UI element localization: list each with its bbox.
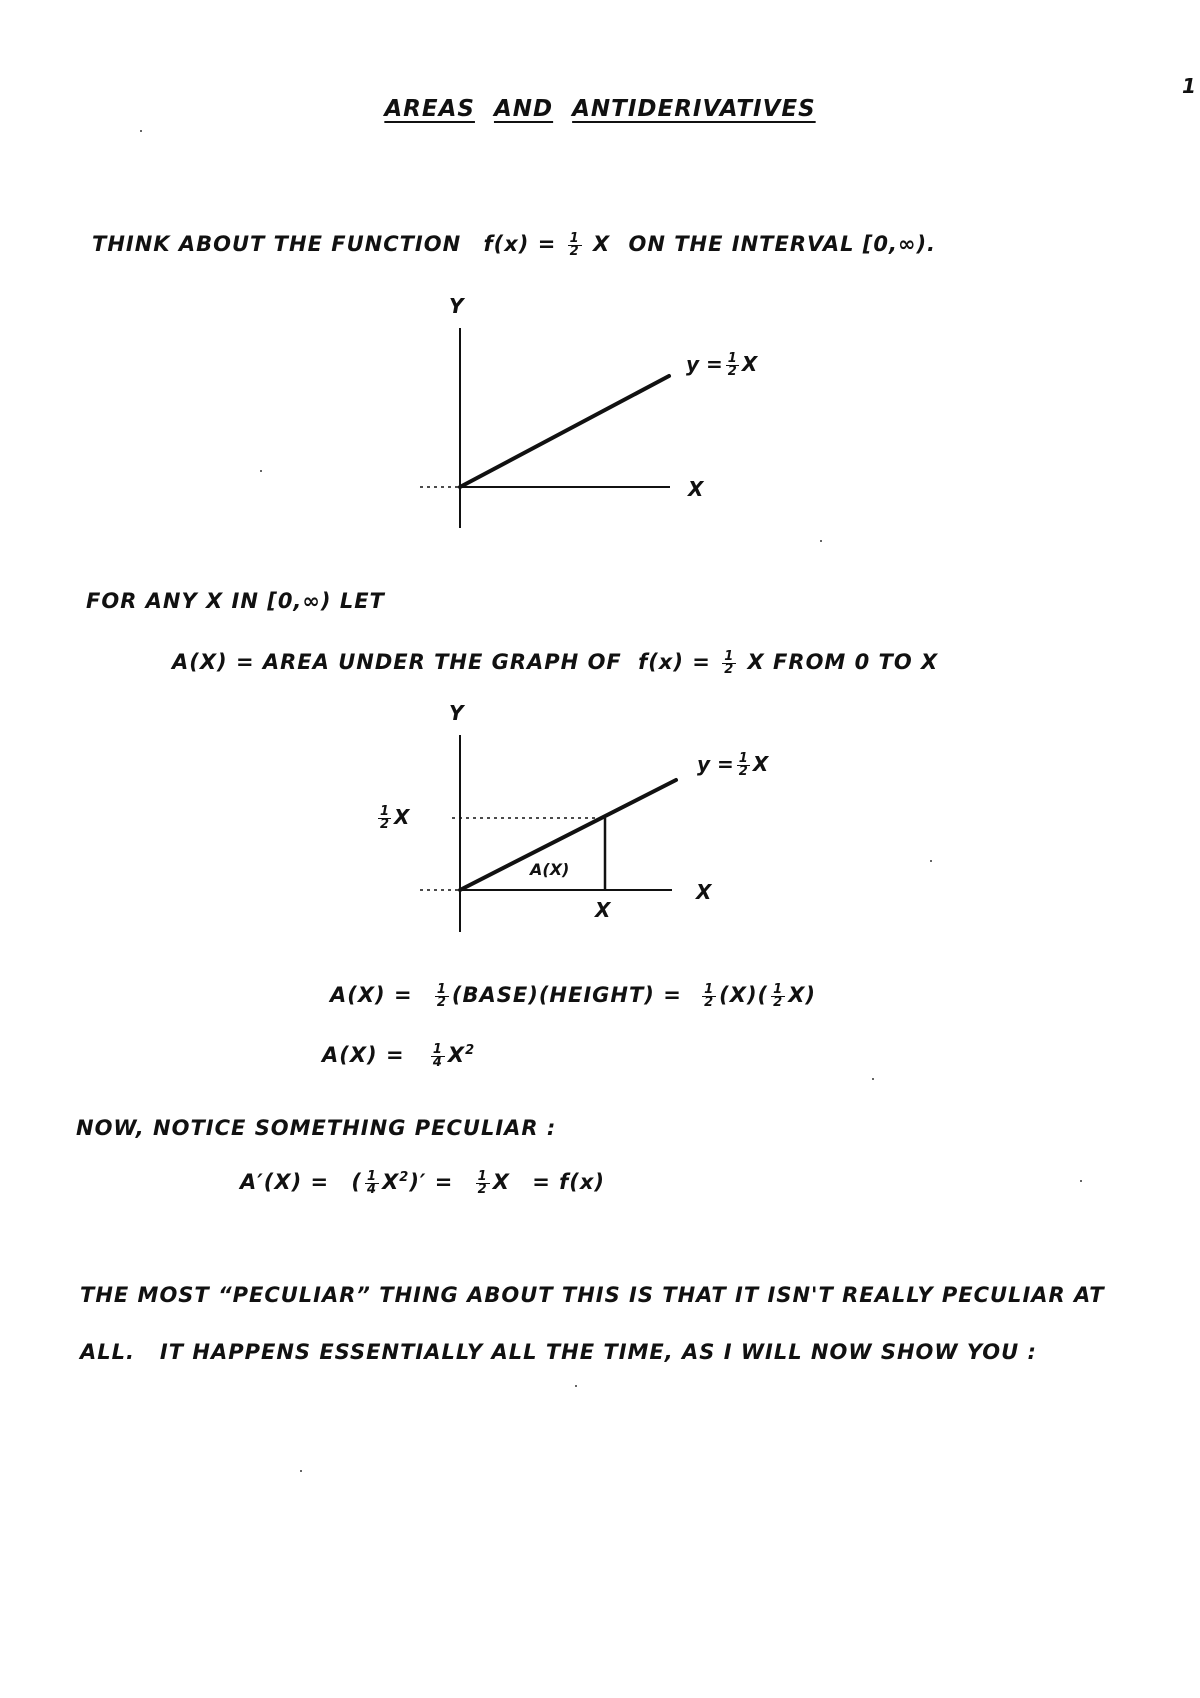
page-number: 1 [1182, 74, 1197, 98]
title-word-and: AND [493, 96, 554, 122]
equation-area-result: A(X) = $\frac{1}{4}$ $X^2$ [322, 1041, 476, 1070]
intro-prefix: THINK ABOUT THE FUNCTION [92, 232, 462, 256]
fraction-half: $\frac{1}{2}$ [569, 230, 580, 259]
title-word-areas: AREAS [384, 96, 475, 122]
graph1-y-label: Y [449, 294, 464, 318]
closing-line-2: ALL. IT HAPPENS ESSENTIALLY ALL THE TIME, AS I WILL NOW SHOW YOU : [80, 1340, 1037, 1364]
intro-fx: f(x) = [483, 232, 557, 256]
graph2-y-label: Y [449, 701, 464, 725]
notice-line: NOW, NOTICE SOMETHING PECULIAR : [76, 1116, 557, 1140]
equation-area-formula: A(X) = $\frac{1}{2}$ (BASE)(HEIGHT) = $\frac{1}{2}$ (X)( $\frac{1}{2}$ X) [330, 981, 816, 1010]
equation-derivative: A′(X) = ( $\frac{1}{4}$ $X^2)'$ = $\frac{1}{2}$ X = f(x) [240, 1168, 606, 1197]
graph2-x-tick-label: X [595, 898, 611, 922]
definition-line-1: FOR ANY X IN [0,∞) LET [86, 589, 385, 613]
closing-line-1: THE MOST “PECULIAR” THING ABOUT THIS IS THAT IT ISN'T REALLY PECULIAR AT [80, 1283, 1105, 1307]
intro-x: X [592, 232, 611, 256]
graph1-line-label: y = $\frac{1}{2}$ X [686, 351, 758, 379]
definition-line-2: A(X) = AREA UNDER THE GRAPH OF f(x) = $\frac{1}{2}$ X FROM 0 TO X [172, 648, 939, 677]
title-word-antiderivatives: ANTIDERIVATIVES [572, 96, 816, 122]
graph1-x-label: X [688, 477, 704, 501]
scan-speck [300, 1470, 302, 1472]
scan-speck [260, 470, 262, 472]
graph2-x-label: X [696, 880, 712, 904]
scan-speck [820, 540, 822, 542]
scan-speck [930, 860, 932, 862]
intro-suffix: ON THE INTERVAL [0,∞). [628, 232, 937, 256]
graph2-area-label: A(X) [530, 860, 570, 879]
scan-speck [872, 1078, 874, 1080]
scan-speck [575, 1385, 577, 1387]
graph2-height-label: $\frac{1}{2}$ X [380, 804, 410, 832]
graph2-line-label: y = $\frac{1}{2}$ X [697, 751, 769, 779]
scan-speck [1080, 1180, 1082, 1182]
scan-speck [140, 130, 142, 132]
